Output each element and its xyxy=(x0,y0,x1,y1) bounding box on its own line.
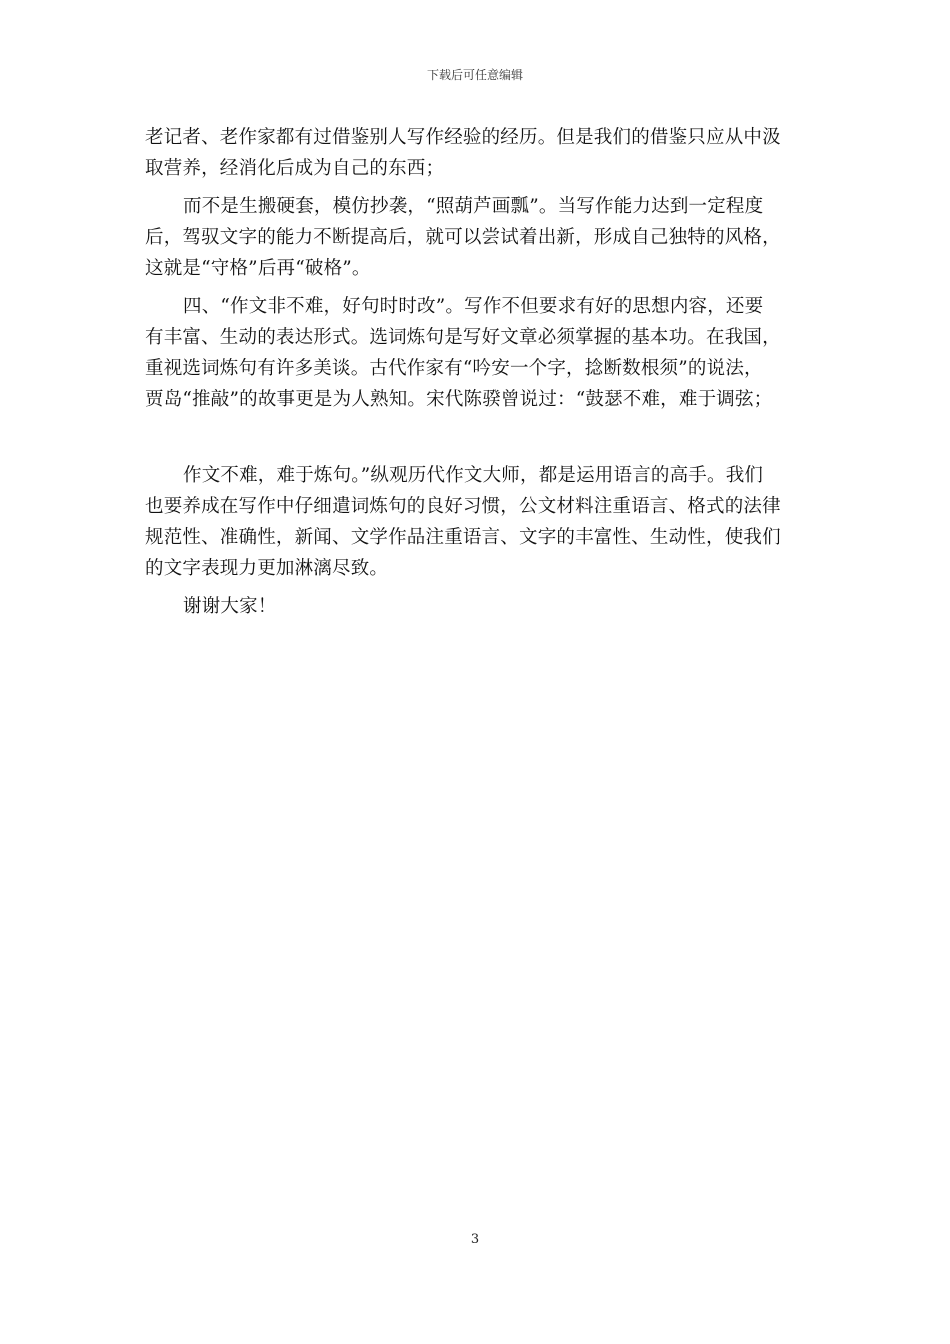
paragraph-line: 也要养成在写作中仔细遣词炼句的良好习惯，公文材料注重语言、格式的法律 xyxy=(145,496,781,517)
paragraph-line: 有丰富、生动的表达形式。选词炼句是写好文章必须掌握的基本功。在我国， xyxy=(145,327,781,348)
paragraph-line: 重视选词炼句有许多美谈。古代作家有“吟安一个字，捻断数根须”的说法， xyxy=(145,358,763,379)
paragraph-1 xyxy=(145,122,815,184)
page-header: 下载后可任意编辑 xyxy=(426,68,523,82)
paragraph-line: 贾岛“推敲”的故事更是为人熟知。宋代陈骙曾说过：“鼓瑟不难，难于调弦； xyxy=(145,389,773,410)
paragraph-line: 规范性、准确性，新闻、文学作品注重语言、文字的丰富性、生动性，使我们 xyxy=(145,527,781,548)
document-body xyxy=(145,122,815,629)
paragraph-5 xyxy=(145,591,815,622)
paragraph-gap xyxy=(145,422,815,460)
paragraph-line: 取营养，经消化后成为自己的东西； xyxy=(145,158,445,179)
page-number: 3 xyxy=(470,1232,480,1247)
paragraph-line: 老记者、老作家都有过借鉴别人写作经验的经历。但是我们的借鉴只应从中汲 xyxy=(145,127,781,148)
paragraph-line: 这就是“守格”后再“破格”。 xyxy=(145,258,371,279)
paragraph-line: 谢谢大家！ xyxy=(183,596,277,617)
paragraph-line: 的文字表现力更加淋漓尽致。 xyxy=(145,558,389,579)
paragraph-4 xyxy=(145,460,815,584)
paragraph-3 xyxy=(145,291,815,415)
paragraph-line: 而不是生搬硬套，模仿抄袭，“照葫芦画瓢”。当写作能力达到一定程度 xyxy=(183,196,764,217)
paragraph-line: 后，驾驭文字的能力不断提高后，就可以尝试着出新，形成自己独特的风格， xyxy=(145,227,781,248)
paragraph-2 xyxy=(145,191,815,284)
paragraph-line: 四、“作文非不难，好句时时改”。写作不但要求有好的思想内容，还要 xyxy=(183,296,764,317)
paragraph-line: 作文不难，难于炼句。”纵观历代作文大师，都是运用语言的高手。我们 xyxy=(183,465,764,486)
